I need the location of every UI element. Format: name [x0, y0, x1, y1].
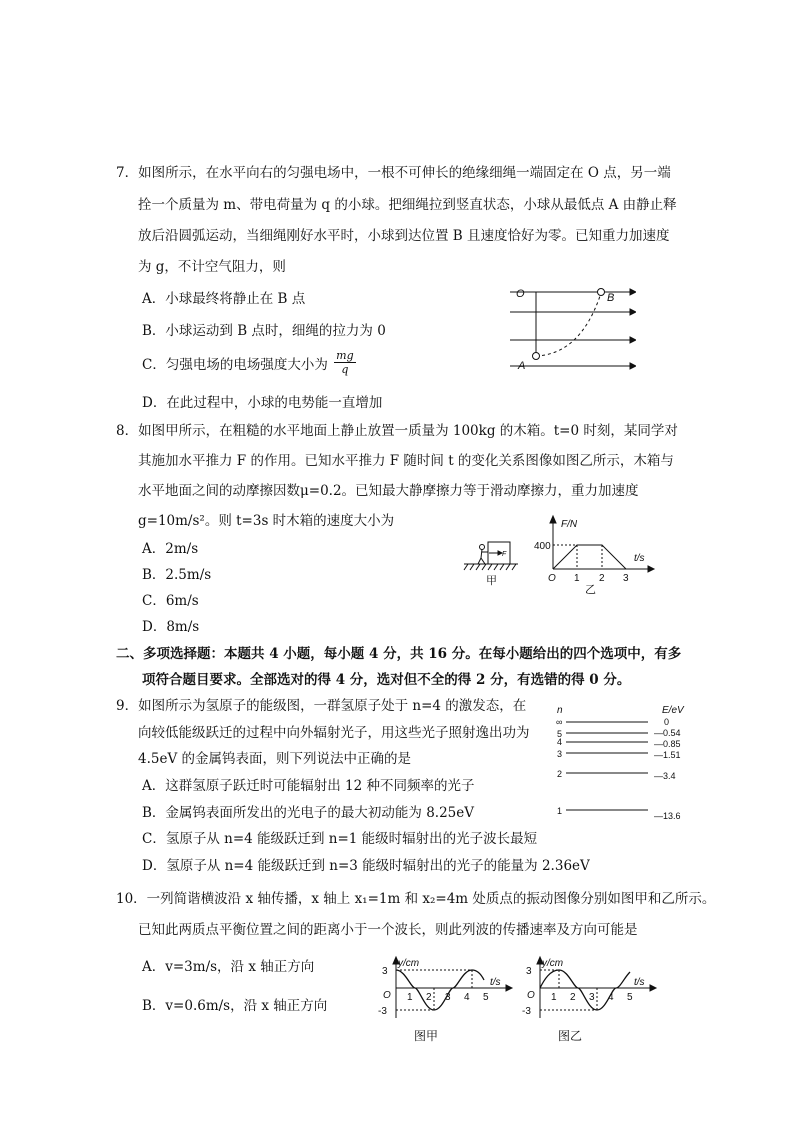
q9-level-n-4: 4 — [557, 737, 563, 747]
q7-label-o: O — [516, 288, 525, 300]
q9-level-e-2: —3.4 — [654, 771, 676, 781]
q8-yi-caption: 乙 — [585, 584, 596, 595]
q10-yi-xtick-5: 5 — [627, 992, 633, 1003]
q10-graph-jia — [372, 954, 514, 1024]
q8-jia-caption: 甲 — [486, 575, 497, 586]
q7-line-4: 为 g，不计空气阻力，则 — [138, 259, 286, 275]
q8-yi-origin: O — [548, 573, 556, 584]
q10-jia-caption: 图甲 — [414, 1029, 439, 1043]
q8-option-d: D．8m/s — [142, 619, 200, 635]
q7-option-c-text: C．匀强电场的电场强度大小为 — [142, 357, 328, 373]
q9-option-c: C．氢原子从 n=4 能级跃迁到 n=1 能级时辐射出的光子波长最短 — [142, 831, 538, 847]
q8-option-a: A．2m/s — [142, 541, 199, 557]
q9-level-n-1: 1 — [557, 806, 563, 816]
q7-label-b: B — [607, 292, 615, 304]
q7-figure — [508, 282, 636, 374]
q10-jia-ybottom: -3 — [378, 1006, 387, 1017]
q9-option-d: D．氢原子从 n=4 能级跃迁到 n=3 能级时辐射出的光子的能量为 2.36eV — [142, 858, 590, 874]
q10-yi-xtick-1: 1 — [551, 992, 557, 1003]
q10-yi-xlabel: t/s — [634, 977, 645, 988]
q10-yi-ylabel: y/cm — [542, 958, 564, 969]
section-2-line-2: 项符合题目要求。全部选对的得 4 分，选对但不全的得 2 分，有选错的得 0 分。 — [142, 672, 631, 688]
q9-level-e-4: —0.85 — [654, 739, 681, 749]
q9-option-a: A．这群氢原子跃迁时可能辐射出 12 种不同频率的光子 — [142, 778, 475, 794]
q9-line-2: 向较低能级跃迁的过程中向外辐射光子，用这些光子照射逸出功为 — [138, 725, 530, 741]
q10-yi-xtick-4: 4 — [608, 992, 614, 1003]
q9-line-1: 9．如图所示为氢原子的能级图，一群氢原子处于 n=4 的激发态，在 — [116, 698, 527, 714]
q10-yi-xtick-2: 2 — [570, 992, 576, 1003]
q10-jia-xtick-5: 5 — [483, 992, 489, 1003]
q9-level-e-3: —1.51 — [654, 750, 681, 760]
q9-level-e-1: —13.6 — [654, 811, 681, 821]
q8-yi-xtick-2: 2 — [599, 573, 605, 584]
q9-line-3: 4.5eV 的金属钨表面，则下列说法中正确的是 — [138, 751, 411, 767]
q8-figure-jia — [462, 534, 522, 586]
fraction-denominator: q — [341, 363, 349, 376]
q10-yi-ytop: 3 — [526, 966, 532, 977]
q10-jia-xtick-3: 3 — [445, 992, 451, 1003]
q9-col-n: n — [557, 705, 563, 716]
q7-option-b: B．小球运动到 B 点时，细绳的拉力为 0 — [142, 323, 386, 339]
q10-yi-caption: 图乙 — [558, 1029, 583, 1043]
q8-yi-xtick-3: 3 — [623, 573, 629, 584]
q9-level-n-5: 5 — [557, 729, 563, 739]
q7-label-a: A — [518, 360, 526, 372]
q8-figure-yi-chart — [530, 513, 656, 595]
q10-graph-yi — [516, 954, 658, 1024]
q9-level-n-3: 3 — [557, 749, 563, 759]
q10-line-2: 已知此两质点平衡位置之间的距离小于一个波长，则此列波的传播速率及方向可能是 — [138, 922, 638, 938]
q10-yi-origin: O — [527, 990, 535, 1001]
q9-level-e-5: —0.54 — [654, 728, 681, 738]
q8-option-c: C．6m/s — [142, 593, 199, 609]
q10-jia-ytop: 3 — [382, 966, 388, 977]
q8-yi-ytick: 400 — [534, 541, 551, 552]
q8-line-4: g=10m/s²。则 t=3s 时木箱的速度大小为 — [138, 513, 395, 529]
q10-jia-xlabel: t/s — [490, 977, 501, 988]
q7-line-3: 放后沿圆弧运动，当细绳刚好水平时，小球到达位置 B 且速度恰好为零。已知重力加速度 — [138, 228, 670, 244]
q7-option-c-fraction — [334, 349, 355, 376]
q8-yi-xtick-1: 1 — [574, 573, 580, 584]
fraction-numerator: mg — [336, 349, 354, 362]
q9-level-n-2: 2 — [557, 769, 563, 779]
q10-option-a: A．v=3m/s，沿 x 轴正方向 — [142, 959, 315, 975]
q10-jia-origin: O — [383, 990, 391, 1001]
q8-yi-xlabel: t/s — [634, 553, 645, 564]
q10-jia-xtick-4: 4 — [464, 992, 470, 1003]
q10-yi-ybottom: -3 — [522, 1006, 531, 1017]
q9-col-e: E/eV — [662, 705, 684, 716]
q7-line-1: 7．如图所示，在水平向右的匀强电场中，一根不可伸长的绝缘细绳一端固定在 O 点，另一端 — [116, 165, 671, 181]
q8-yi-ylabel: F/N — [561, 519, 578, 530]
section-2-line-1: 二、多项选择题：本题共 4 小题，每小题 4 分，共 16 分。在每小题给出的四个选项中，有多 — [116, 646, 682, 662]
q9-energy-level-diagram — [552, 701, 692, 827]
q8-line-2: 其施加水平推力 F 的作用。已知水平推力 F 随时间 t 的变化关系图像如图乙所示，木箱与 — [138, 453, 674, 469]
q10-yi-xtick-3: 3 — [589, 992, 595, 1003]
q7-option-c — [142, 349, 356, 376]
q9-option-b: B．金属钨表面所发出的光电子的最大初动能为 8.25eV — [142, 805, 475, 821]
q10-option-b: B．v=0.6m/s，沿 x 轴正方向 — [142, 998, 328, 1014]
q9-level-e-inf: 0 — [664, 717, 670, 727]
q10-jia-ylabel: y/cm — [398, 958, 420, 969]
q10-jia-xtick-1: 1 — [407, 992, 413, 1003]
q10-line-1: 10．一列简谐横波沿 x 轴传播，x 轴上 x₁=1m 和 x₂=4m 处质点的振动图像分别如图甲和乙所示。 — [116, 891, 716, 907]
q7-line-2: 拴一个质量为 m、带电荷量为 q 的小球。把细绳拉到竖直状态，小球从最低点 A 由静止释 — [138, 197, 677, 213]
q9-level-n-inf: ∞ — [556, 717, 563, 727]
q10-jia-xtick-2: 2 — [426, 992, 432, 1003]
q8-option-b: B．2.5m/s — [142, 567, 212, 583]
q8-jia-label-f: F — [502, 551, 507, 558]
q8-line-3: 水平地面之间的动摩擦因数μ=0.2。已知最大静摩擦力等于滑动摩擦力，重力加速度 — [138, 483, 639, 499]
q7-option-a: A．小球最终将静止在 B 点 — [142, 291, 306, 307]
q8-line-1: 8．如图甲所示，在粗糙的水平地面上静止放置一质量为 100kg 的木箱。t=0 时刻，某同学对 — [116, 423, 678, 439]
q7-option-d: D．在此过程中，小球的电势能一直增加 — [142, 395, 383, 411]
